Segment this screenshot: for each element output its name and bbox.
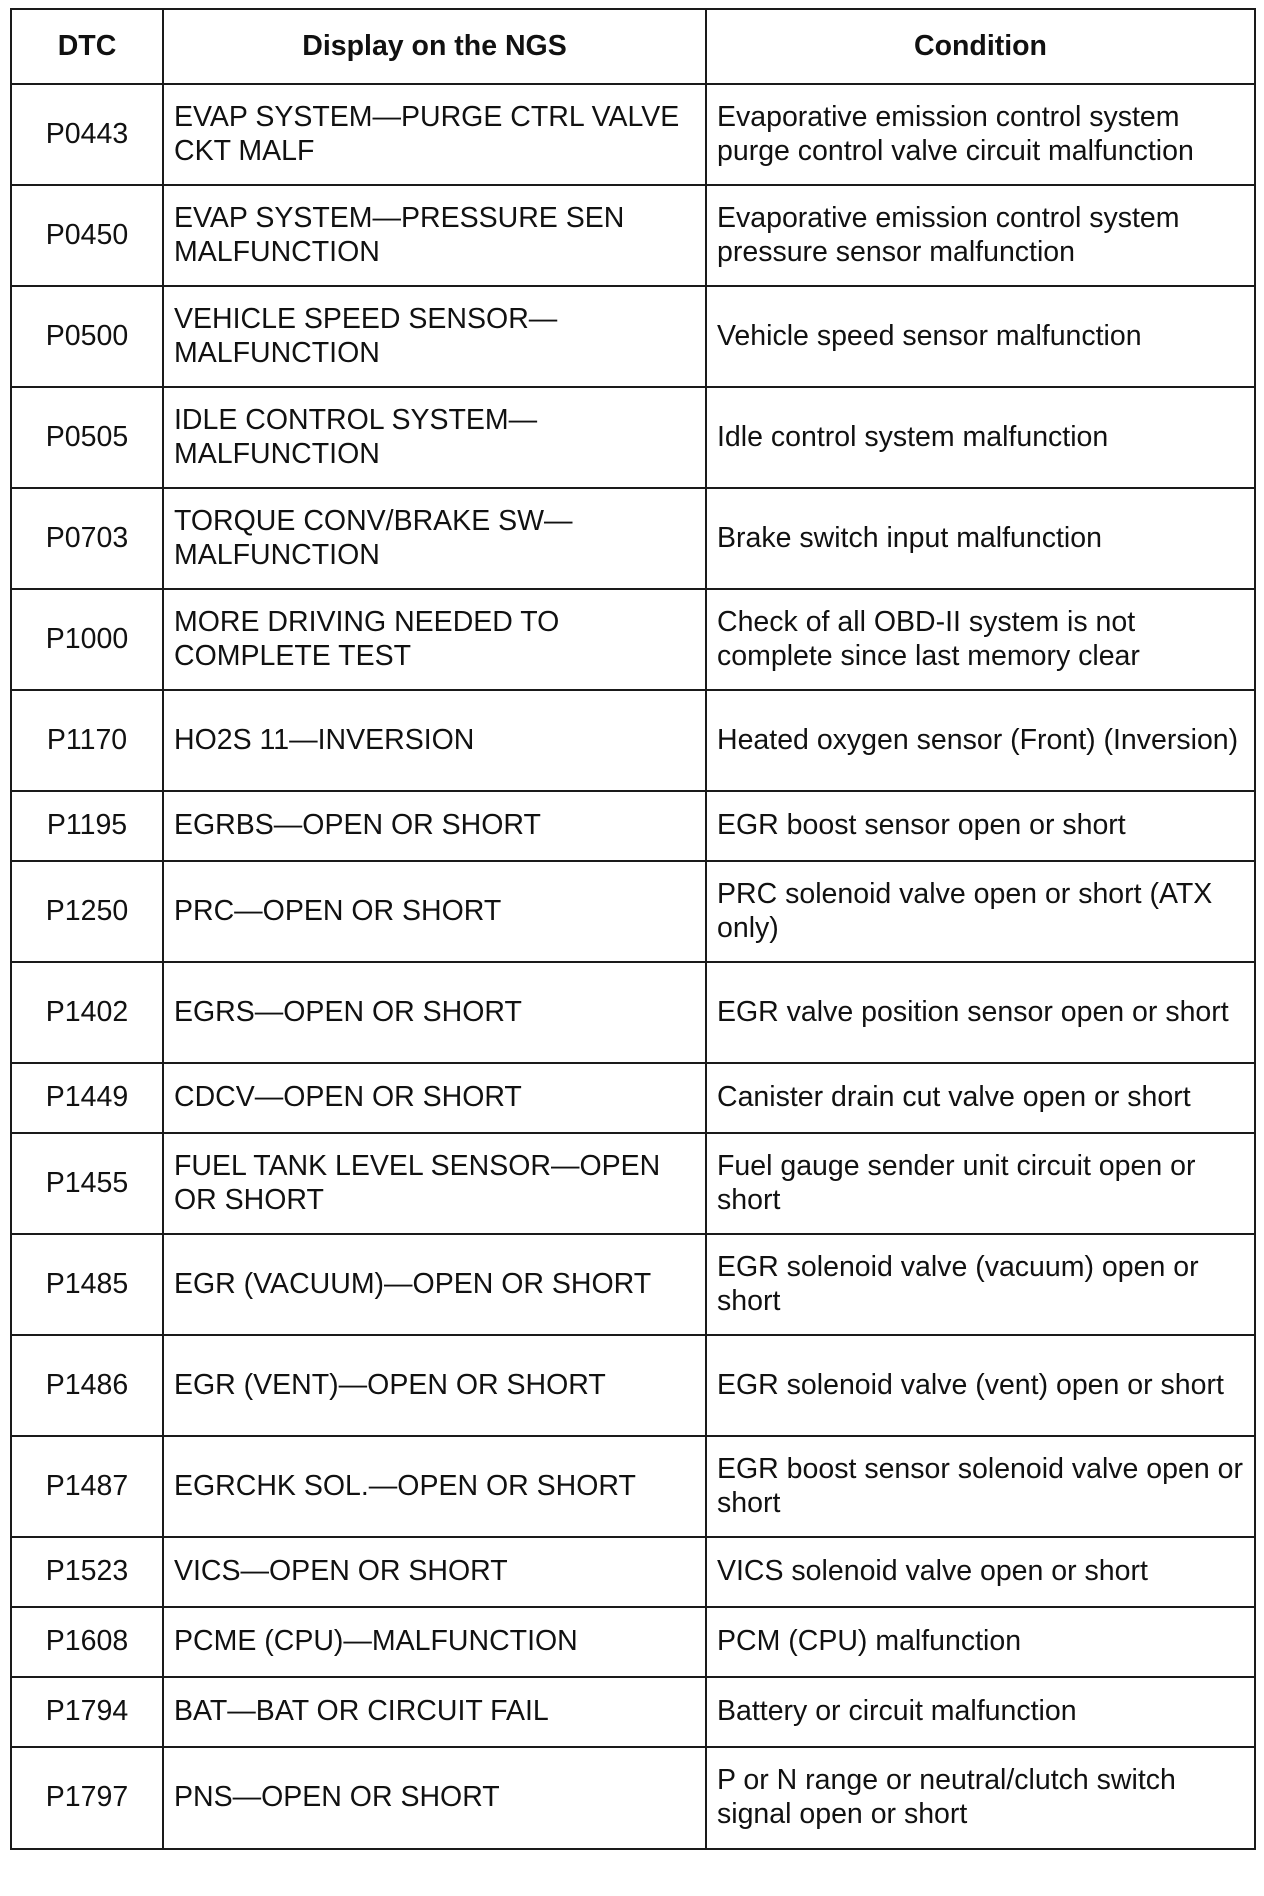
dtc-code: P1455 (11, 1133, 163, 1234)
dtc-code: P1794 (11, 1677, 163, 1747)
ngs-display: IDLE CONTROL SYSTEM—MALFUNCTION (163, 387, 706, 488)
condition: Check of all OBD-II system is not complete since last memory clear (706, 589, 1255, 690)
ngs-display: MORE DRIVING NEEDED TO COMPLETE TEST (163, 589, 706, 690)
ngs-display: CDCV—OPEN OR SHORT (163, 1063, 706, 1133)
table-header-row (11, 9, 1255, 84)
table-row (11, 962, 1255, 1063)
table-row (11, 1436, 1255, 1537)
condition: EGR solenoid valve (vent) open or short (706, 1335, 1255, 1436)
table-row (11, 185, 1255, 286)
dtc-code: P1608 (11, 1607, 163, 1677)
ngs-display: PNS—OPEN OR SHORT (163, 1747, 706, 1849)
ngs-display: EGRCHK SOL.—OPEN OR SHORT (163, 1436, 706, 1537)
column-header-condition: Condition (706, 9, 1255, 84)
dtc-code: P1000 (11, 589, 163, 690)
table-row (11, 1537, 1255, 1607)
dtc-code: P1402 (11, 962, 163, 1063)
condition: Evaporative emission control system purge control valve circuit malfunction (706, 84, 1255, 185)
dtc-code: P0500 (11, 286, 163, 387)
condition: EGR boost sensor open or short (706, 791, 1255, 861)
table-row (11, 1677, 1255, 1747)
table-row (11, 1747, 1255, 1849)
ngs-display: HO2S 11—INVERSION (163, 690, 706, 791)
table-row (11, 690, 1255, 791)
condition: Heated oxygen sensor (Front) (Inversion) (706, 690, 1255, 791)
condition: EGR solenoid valve (vacuum) open or short (706, 1234, 1255, 1335)
table-row (11, 1335, 1255, 1436)
table-row (11, 1607, 1255, 1677)
table-row (11, 286, 1255, 387)
ngs-display: EVAP SYSTEM—PRESSURE SEN MALFUNCTION (163, 185, 706, 286)
dtc-code: P1449 (11, 1063, 163, 1133)
condition: EGR boost sensor solenoid valve open or short (706, 1436, 1255, 1537)
table-row (11, 1063, 1255, 1133)
ngs-display: BAT—BAT OR CIRCUIT FAIL (163, 1677, 706, 1747)
table-row (11, 488, 1255, 589)
table-row (11, 1133, 1255, 1234)
column-header-display: Display on the NGS (163, 9, 706, 84)
table-row (11, 861, 1255, 962)
condition: Fuel gauge sender unit circuit open or short (706, 1133, 1255, 1234)
table-row (11, 589, 1255, 690)
ngs-display: VICS—OPEN OR SHORT (163, 1537, 706, 1607)
dtc-code: P1486 (11, 1335, 163, 1436)
table-row (11, 387, 1255, 488)
ngs-display: PCME (CPU)—MALFUNCTION (163, 1607, 706, 1677)
condition: Evaporative emission control system pressure sensor malfunction (706, 185, 1255, 286)
condition: Canister drain cut valve open or short (706, 1063, 1255, 1133)
dtc-code: P1250 (11, 861, 163, 962)
condition: Battery or circuit malfunction (706, 1677, 1255, 1747)
dtc-code: P0443 (11, 84, 163, 185)
condition: Vehicle speed sensor malfunction (706, 286, 1255, 387)
condition: Idle control system malfunction (706, 387, 1255, 488)
table-row (11, 791, 1255, 861)
dtc-table (10, 8, 1256, 1850)
condition: P or N range or neutral/clutch switch signal open or short (706, 1747, 1255, 1849)
ngs-display: VEHICLE SPEED SENSOR—MALFUNCTION (163, 286, 706, 387)
column-header-dtc: DTC (11, 9, 163, 84)
table-row (11, 84, 1255, 185)
table-row (11, 1234, 1255, 1335)
condition: VICS solenoid valve open or short (706, 1537, 1255, 1607)
dtc-code: P1485 (11, 1234, 163, 1335)
ngs-display: EGR (VACUUM)—OPEN OR SHORT (163, 1234, 706, 1335)
condition: PRC solenoid valve open or short (ATX only) (706, 861, 1255, 962)
ngs-display: FUEL TANK LEVEL SENSOR—OPEN OR SHORT (163, 1133, 706, 1234)
dtc-code: P0703 (11, 488, 163, 589)
dtc-code: P0450 (11, 185, 163, 286)
dtc-code: P1170 (11, 690, 163, 791)
ngs-display: EGRBS—OPEN OR SHORT (163, 791, 706, 861)
ngs-display: EGR (VENT)—OPEN OR SHORT (163, 1335, 706, 1436)
dtc-code: P1487 (11, 1436, 163, 1537)
dtc-code: P1797 (11, 1747, 163, 1849)
ngs-display: EGRS—OPEN OR SHORT (163, 962, 706, 1063)
ngs-display: TORQUE CONV/BRAKE SW—MALFUNCTION (163, 488, 706, 589)
condition: EGR valve position sensor open or short (706, 962, 1255, 1063)
dtc-code: P1195 (11, 791, 163, 861)
dtc-code: P0505 (11, 387, 163, 488)
dtc-code: P1523 (11, 1537, 163, 1607)
condition: PCM (CPU) malfunction (706, 1607, 1255, 1677)
condition: Brake switch input malfunction (706, 488, 1255, 589)
ngs-display: PRC—OPEN OR SHORT (163, 861, 706, 962)
ngs-display: EVAP SYSTEM—PURGE CTRL VALVE CKT MALF (163, 84, 706, 185)
